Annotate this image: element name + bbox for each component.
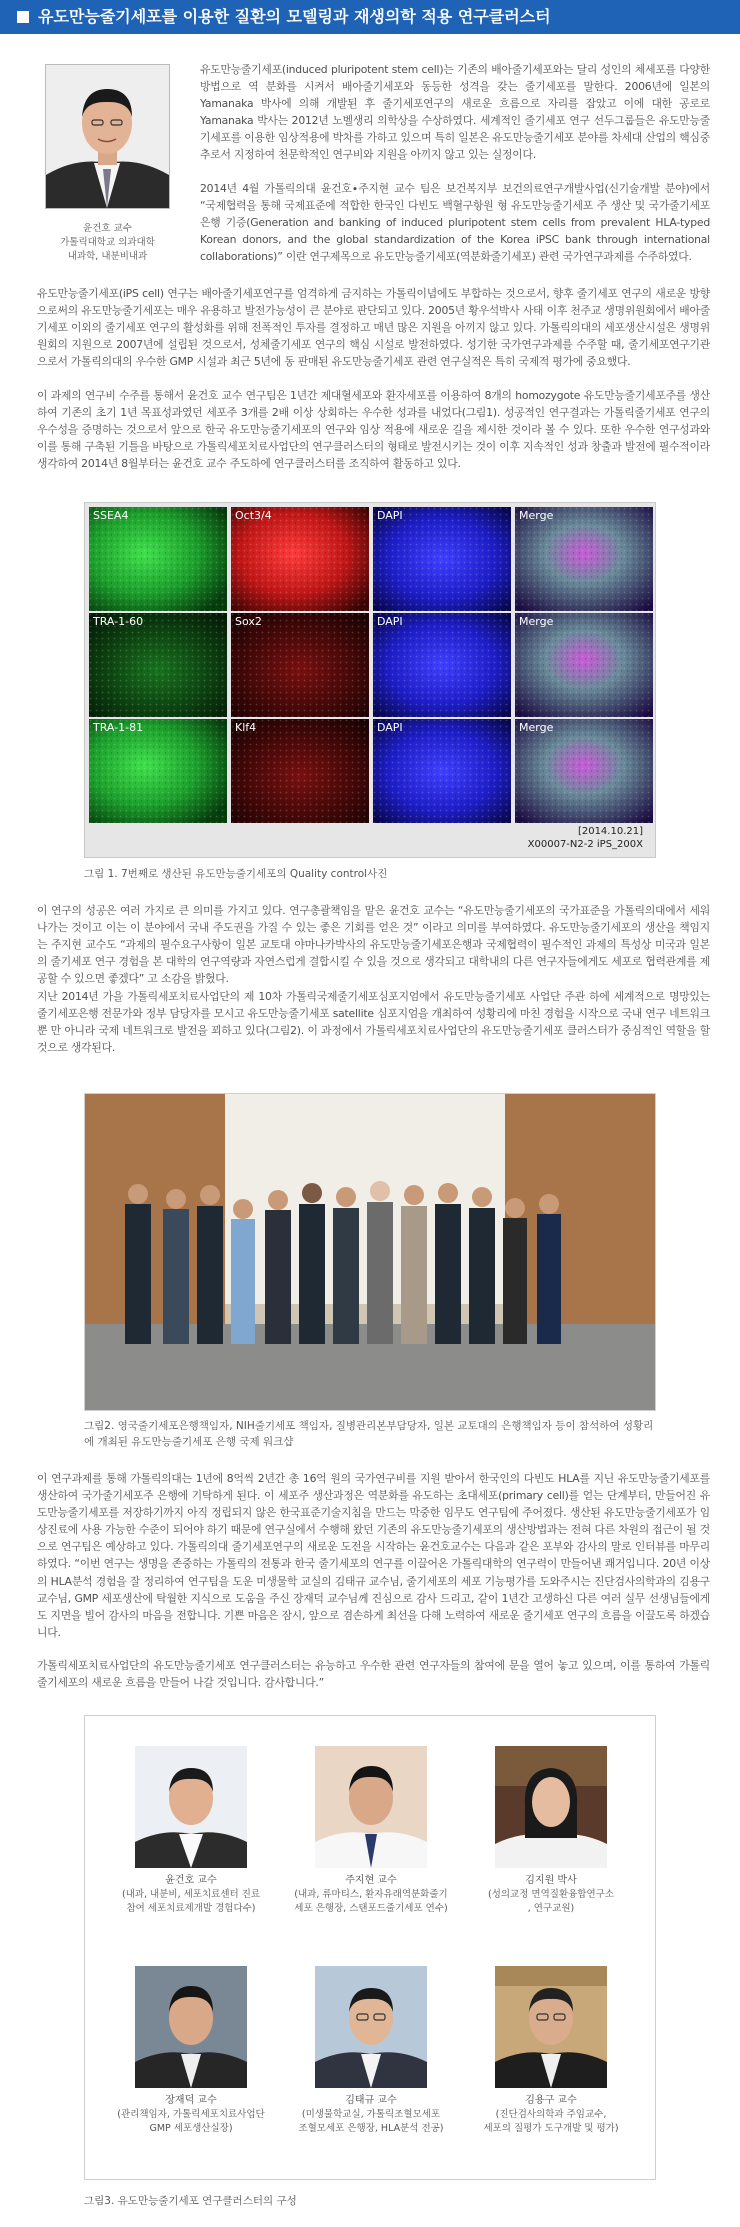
member-card [281,1746,461,1916]
member-name: 김지원 박사 [525,1875,577,1886]
qc-image-dapi [373,719,511,823]
member-card [281,1966,461,2136]
member-name: 주지현 교수 [345,1875,397,1886]
page-banner [0,0,740,34]
profile-affiliation: 가톨릭대학교 의과대학 [60,237,155,248]
member-card [101,1966,281,2136]
member-photo [315,1746,427,1868]
member-name: 장재덕 교수 [165,2095,217,2106]
qc-label: SSEA4 [93,509,129,522]
qc-image-klf4 [231,719,369,823]
member-desc: 세포의 질평가 도구개발 및 평가) [483,2123,619,2134]
member-desc: 참여 세포치료제개발 경험다수) [126,1903,256,1914]
page-title: 유도만능줄기세포를 이용한 질환의 모델링과 재생의학 적용 연구클러스터 [38,7,551,26]
member-desc: (내과, 류마티스, 환자유래역분화줄기 [294,1889,448,1900]
body-paragraph: 유도만능줄기세포(induced pluripotent stem cell)는 기존의 배아줄기세포와는 달리 성인의 체세포를 다양한 방법으로 역 분화를 시켜서 배아줄기세포와 동등한 성격을 갖는 줄기세포를 말한다. 2006년에 일본의 Yamanaka 박사에 의해 개발된 후 줄기세포연구의 새로운 흐름으로 자리를 잡았고 이에 대한 공로로 Yamanaka 박사는 2012년 노벨생리 의학상을 수상하였다. 세계적인 줄기세포 연구 선두그룹들은 유도만능줄기세포를 이용한 임상적용에 박차를 가하고 있으며 특히 일본은 유도만능줄기세포 분야를 차세대 산업의 핵심중추로서 지정하여 천문학적인 연구비와 지원을 아끼지 않고 있는 실정이다. [200,63,710,162]
body-paragraph: 2014년 4월 가톨릭의대 윤건호∙주지현 교수 팀은 보건복지부 보건의료연구개발사업(신기술개발 분야)에서 “국제협력을 통해 국제표준에 적합한 한국인 다빈도 백혈구항원 형 유도만능줄기세포 주 생산 및 국가줄기세포은행 기증(Generation and banking of induced pluripotent stem cells from prevalent HLA-typed Korean donors, and the global standardization of the Korea iPSC bank through international collaborations)” 이란 연구제목으로 유도만능줄기세포(역분화줄기세포) 관련 국가연구과제를 수주하였다. [200,182,710,264]
member-desc: (관리책임자, 가톨릭세포치료사업단 [117,2109,265,2120]
figure-2-caption: 그림2. 영국줄기세포은행책임자, NIH줄기세포 책임자, 질병관리본부담당자, 일본 교토대의 은행책임자 등이 참석하여 성황리에 개최된 유도만능줄기세포 은행 국제 워크샵 [84,1420,654,1448]
figure-1-caption: 그림 1. 7번째로 생산된 유도만능줄기세포의 Quality control사진 [84,868,388,880]
stamp-date: [2014.10.21] [577,826,643,837]
member-name: 김용구 교수 [525,2095,577,2106]
member-photo [315,1966,427,2088]
body-paragraph: 이 과제의 연구비 수주를 통해서 윤건호 교수 연구팀은 1년간 제대혈세포와 환자세포를 이용하여 8개의 homozygote 유도만능줄기세포주를 생산하여 기존의 초기 1년 목표성과였던 세포주 3개를 2배 이상 상회하는 우수한 성과를 내었다(그림1). 성공적인 연구결과는 가톨릭줄기세포 연구의 우수성을 증명하는 것으로서 앞으로 한국 유도만능줄기세포의 연구와 임상 적용에 새로운 길을 제시한 것이라 볼 수 있다. 또한 우수한 연구성과와 이를 통해 구축된 기틀을 바탕으로 가톨릭세포치료사업단의 연구클러스터의 형태로 발전시키는 것이 이후 지속적인 성과 창출과 발전에 필수적이라 생각하여 2014년 8월부터는 윤건호 교수 주도하에 연구클러스터를 조직하여 활동하고 있다. [37,389,710,471]
member-photo [495,1966,607,2088]
member-name: 김태규 교수 [345,2095,397,2106]
member-card [101,1746,281,1916]
member-desc: (성의교정 면역질환융합연구소 [487,1889,615,1900]
figure-3-caption: 그림3. 유도만능줄기세포 연구클러스터의 구성 [84,2195,297,2207]
profile-caption [30,222,185,264]
qc-label: DAPI [377,615,403,628]
member-photo [495,1746,607,1868]
member-desc: (미생물학교실, 가톨릭조혈모세포 [301,2109,441,2120]
profile-photo [45,64,170,209]
member-desc: 세포 은행장, 스탠포드줄기세포 연수) [294,1903,448,1914]
figure-2-group-photo [84,1093,656,1411]
member-photo [135,1746,247,1868]
stamp-id: X00007-N2-2 iPS_200X [527,839,643,850]
member-desc: GMP 세포생산실장) [149,2123,233,2134]
qc-image-tra160 [89,613,227,717]
member-desc: (진단검사의학과 주임교수, [495,2109,607,2120]
qc-label: TRA-1-81 [93,721,144,734]
qc-image-dapi [373,613,511,717]
qc-label: Klf4 [235,721,257,734]
qc-image-ssea4 [89,507,227,611]
profile-department: 내과학, 내분비내과 [67,251,148,262]
body-paragraph: 이 연구과제를 통해 가톨릭의대는 1년에 8억씩 2년간 총 16억 원의 국가연구비를 지원 받아서 한국인의 다빈도 HLA를 지닌 유도만능줄기세포를 생산하여 국가줄기세포주 은행에 기탁하게 된다. 이 세포주 생산과정은 역분화를 유도하는 초대세포(primary cell)를 얻는 단계부터, 만들어진 유도만능줄기세포를 저장하기까지 아직 정립되지 않은 한국표준기술지침을 만드는 막중한 임무도 연구팀에 주어졌다. 생산된 유도만능줄기세포가 임상진료에 사용 가능한 수준이 되어야 하기 때문에 연구실에서 수행해 왔던 기존의 유도만능줄기세포의 생산방법과는 전혀 다른 차원의 접근이 될 것으로 연구팀은 예상하고 있다. 가톨릭의대 줄기세포연구의 새로운 도전을 시작하는 윤건호교수는 다음과 같은 포부와 감사의 말로 인터뷰를 마무리하였다. “이번 연구는 생명을 존중하는 가톨릭의 전통과 한국 줄기세포의 연구를 이끌어온 가톨릭대학의 연구력이 만들어낸 쾌거입니다. 20년 이상의 HLA분석 경험을 잘 정리하여 연구팀을 도운 미생물학 교실의 김태규 교수님, 줄기세포의 세포 기능평가를 도와주시는 진단검사의학과의 김용구 교수님, GMP 세포생산에 탁월한 지식으로 도움을 주신 장재덕 교수님께 진심으로 감사 드리고, 같이 1년간 고생하신 다른 여러 실무 선생님들에게도 지면을 빌어 감사의 마음을 전합니다. 기쁜 마음은 잠시, 앞으로 겸손하게 최선을 다해 노력하여 새로운 줄기세포 연구의 흐름을 이끌도록 하겠습니다. [37,1472,710,1639]
banner-bullet-icon [17,11,29,23]
qc-image-sox2 [231,613,369,717]
member-card [461,1966,641,2136]
qc-label: Merge [519,721,554,734]
member-photo [135,1966,247,2088]
member-desc: (내과, 내분비, 세포치료센터 진료 [121,1889,261,1900]
profile-name: 윤건호 교수 [83,223,132,234]
body-paragraph: 지난 2014년 가을 가톨릭세포치료사업단의 제 10차 가톨릭국제줄기세포심포지엄에서 유도만능줄기세포 사업단 주관 하에 세계적으로 명망있는 줄기세포은행 전문가와 정부 담당자를 모시고 유도만능줄기세포 satellite 심포지엄을 개최하여 성황리에 마친 경험을 시작으로 국내 연구 네트워크뿐 만 아니라 국제 네트워크로 발전을 꾀하고 있다(그림2). 이 과정에서 가톨릭세포치료사업단의 유도만능줄기세포 클러스터가 중심적인 역할을 할 것으로 생각된다. [37,990,710,1055]
qc-label: DAPI [377,721,403,734]
member-desc: , 연구교원) [527,1903,575,1914]
member-name: 윤건호 교수 [165,1875,217,1886]
qc-image-merge [515,507,653,611]
qc-image-merge [515,719,653,823]
qc-label: Merge [519,615,554,628]
qc-label: Sox2 [235,615,262,628]
qc-image-merge [515,613,653,717]
figure-1-stamp [528,825,643,851]
qc-image-dapi [373,507,511,611]
qc-label: Merge [519,509,554,522]
qc-label: Oct3/4 [235,509,272,522]
member-desc: 조혈모세포 은행장, HLA분석 전공) [298,2123,444,2134]
qc-image-oct34 [231,507,369,611]
qc-label: DAPI [377,509,403,522]
member-card [461,1746,641,1916]
body-paragraph: 이 연구의 성공은 여러 가지로 큰 의미를 가지고 있다. 연구총괄책임을 맡은 윤건호 교수는 “유도만능줄기세포의 국가표준을 가톨릭의대에서 세워나가는 것이고 이는 이 분야에서 국내 주도권을 가질 수 있는 좋은 기회를 얻은 것” 이라고 의미를 부여하였다. 유도만능줄기세포의 생산을 책임지는 주지현 교수도 “과제의 필수요구사항이 일본 교토대 야마나카박사의 유도만능줄기세포은행과 국제협력이 필수적인 과제의 특성상 미국과 일본의 줄기세포 연구 경험을 본 대학의 연구역량과 자연스럽게 결합시킬 수 있을 것으로 생각되고 대학내의 다른 연구자들에게도 세포로 협력관계를 제공할 수 있으면 좋겠다” 고 소감을 밝혔다. [37,904,710,986]
qc-label: TRA-1-60 [93,615,144,628]
qc-image-tra181 [89,719,227,823]
body-paragraph: 가톨릭세포치료사업단의 유도만능줄기세포 연구클러스터는 유능하고 우수한 관련 연구자들의 참여에 문을 열어 놓고 있으며, 이를 통하여 가톨릭 줄기세포의 새로운 흐름을 만들어 나갈 것입니다. 감사합니다.” [37,1659,710,1690]
figure-1-qc-panel [84,502,656,858]
body-paragraph: 유도만능줄기세포(iPS cell) 연구는 배아줄기세포연구를 엄격하게 금지하는 가톨릭이념에도 부합하는 것으로서, 향후 줄기세포 연구의 새로운 방향으로써의 유도만능줄기세포는 매우 유용하고 발전가능성이 큰 분야로 판단되고 있다. 2005년 황우석박사 사태 이후 천주교 생명위원회에서 배아줄기세포 이외의 줄기세포 연구의 활성화를 위해 전폭적인 투자를 결정하고 매년 많은 지원을 아끼지 않고 있다. 가톨릭의대의 세포생산시설은 생명위원회의 지원으로 2007년에 설립된 것으로서, 성체줄기세포 연구의 핵심 시설로 발전하였다. 성기한 국가연구과제를 수주할 때, 줄기세포연구기관으로서 가톨릭의대의 우수한 GMP 시설과 최근 5년에 동 판매된 유도만능줄기세포 관련 연구실적은 특히 국제적 평가에 중요했다. [37,287,710,369]
figure-3-cluster-members [84,1715,656,2180]
